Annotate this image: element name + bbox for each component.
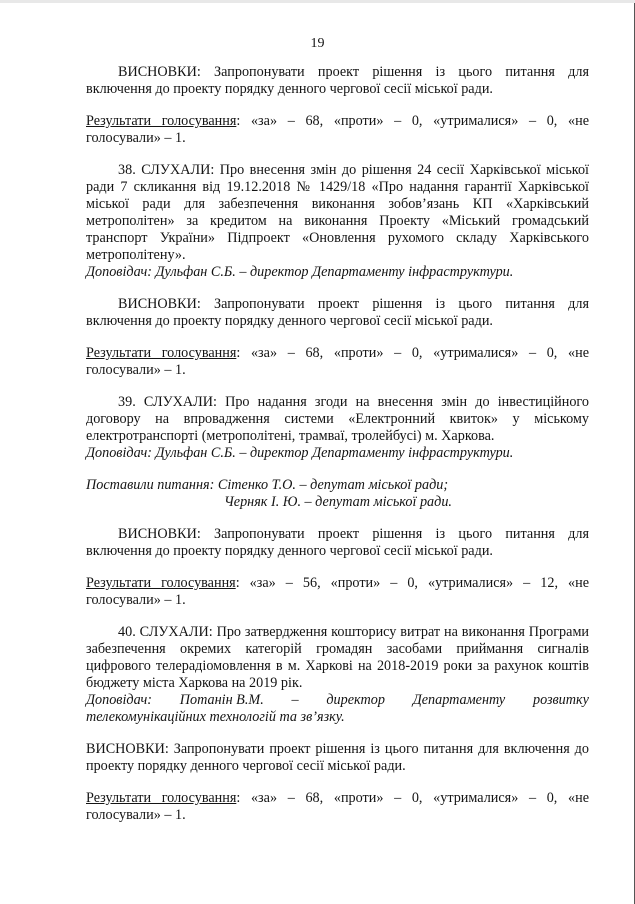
vote-results [86,113,589,147]
conclusion-text: Запропонувати проект рішення із цього питання для включення до проекту порядку денного чергової сесії міської ради. [86,741,589,774]
conclusion-label: ВИСНОВКИ: [118,526,201,542]
heard-label: 39. СЛУХАЛИ: [118,394,217,410]
conclusion-label: ВИСНОВКИ: [118,296,201,312]
vote-label: Результати голосування [86,345,237,361]
vote-label: Результати голосування [86,113,237,129]
scan-edge [0,0,635,3]
vote-text: : «за» – 68, «проти» – 0, «утрималися» – 0, «не голосували» – 1. [86,790,589,823]
heard-text: Про надання згоди на внесення змін до інвестиційного договору на впровадження системи «Електронний квиток» у міському електротранспорті (метрополітені, трамваї, тролейбусі) м. Харкова. [86,394,589,444]
vote-label: Результати голосування [86,575,236,591]
conclusion-paragraph [86,526,589,560]
conclusion-text: Запропонувати проект рішення із цього питання для включення до проекту порядку денного чергової сесії міської ради. [86,526,589,559]
speaker-line: Доповідач: Дульфан С.Б. – директор Департаменту інфраструктури. [86,445,514,461]
page-number: 19 [310,36,325,51]
heard-label: 40. СЛУХАЛИ: [118,624,213,640]
heard-text: Про внесення змін до рішення 24 сесії Харківської міської ради 7 скликання від 19.12.2018 № 1429/18 «Про надання гарантії Харківської міської ради для забезпечення виконання зобов’язань КП «Харківський метрополітен» за кредитом на виконання Проекту «Міський громадський транспорт України» Підпроект «Оновлення рухомого складу Харківського метрополітену». [86,162,589,263]
speaker-word: – [291,692,299,708]
conclusion-text: Запропонувати проект рішення із цього питання для включення до проекту порядку денного чергової сесії міської ради. [86,296,589,329]
heard-label: 38. СЛУХАЛИ: [118,162,215,178]
questions-line: Черняк І. Ю. – депутат міської ради. [224,494,452,510]
speaker-word: Потанін В.М. [179,692,264,708]
speaker-line: Доповідач: Дульфан С.Б. – директор Департаменту інфраструктури. [86,264,514,280]
vote-results [86,345,589,379]
vote-text: : «за» – 68, «проти» – 0, «утрималися» – 0, «не голосували» – 1. [86,113,589,146]
conclusion-label: ВИСНОВКИ: [86,741,169,757]
vote-results [86,575,589,609]
questions-line: Поставили питання: Сітенко Т.О. – депутат міської ради; [86,477,449,493]
heard-text: Про затвердження кошторису витрат на виконання Програми забезпечення окремих категорій громадян засобами приймання сигналів цифрового телерадіомовлення в м. Харкові на 2018-2019 роки за рахунок коштів бюджету міста Харкова на 2019 рік. [86,624,590,691]
conclusion-paragraph [86,296,589,330]
heard-paragraph [86,624,589,692]
speaker-word: директор [326,692,385,708]
speaker-word: розвитку [532,692,589,708]
vote-text: : «за» – 56, «проти» – 0, «утрималися» – 12, «не голосували» – 1. [86,575,589,608]
speaker-line [86,692,589,709]
vote-label: Результати голосування [86,790,237,806]
speaker-word: Департаменту [412,692,506,708]
heard-paragraph [86,394,589,445]
heard-paragraph [86,162,589,264]
speaker-line: телекомунікаційних технологій та зв’язку. [86,709,345,725]
document-body [86,64,589,824]
conclusion-text: Запропонувати проект рішення із цього питання для включення до проекту порядку денного чергової сесії міської ради. [86,64,589,97]
speaker-word: Доповідач: [86,692,152,708]
conclusion-paragraph [86,741,589,775]
vote-results [86,790,589,824]
vote-text: : «за» – 68, «проти» – 0, «утрималися» – 0, «не голосували» – 1. [86,345,589,378]
conclusion-label: ВИСНОВКИ: [118,64,201,80]
conclusion-paragraph [86,64,589,98]
